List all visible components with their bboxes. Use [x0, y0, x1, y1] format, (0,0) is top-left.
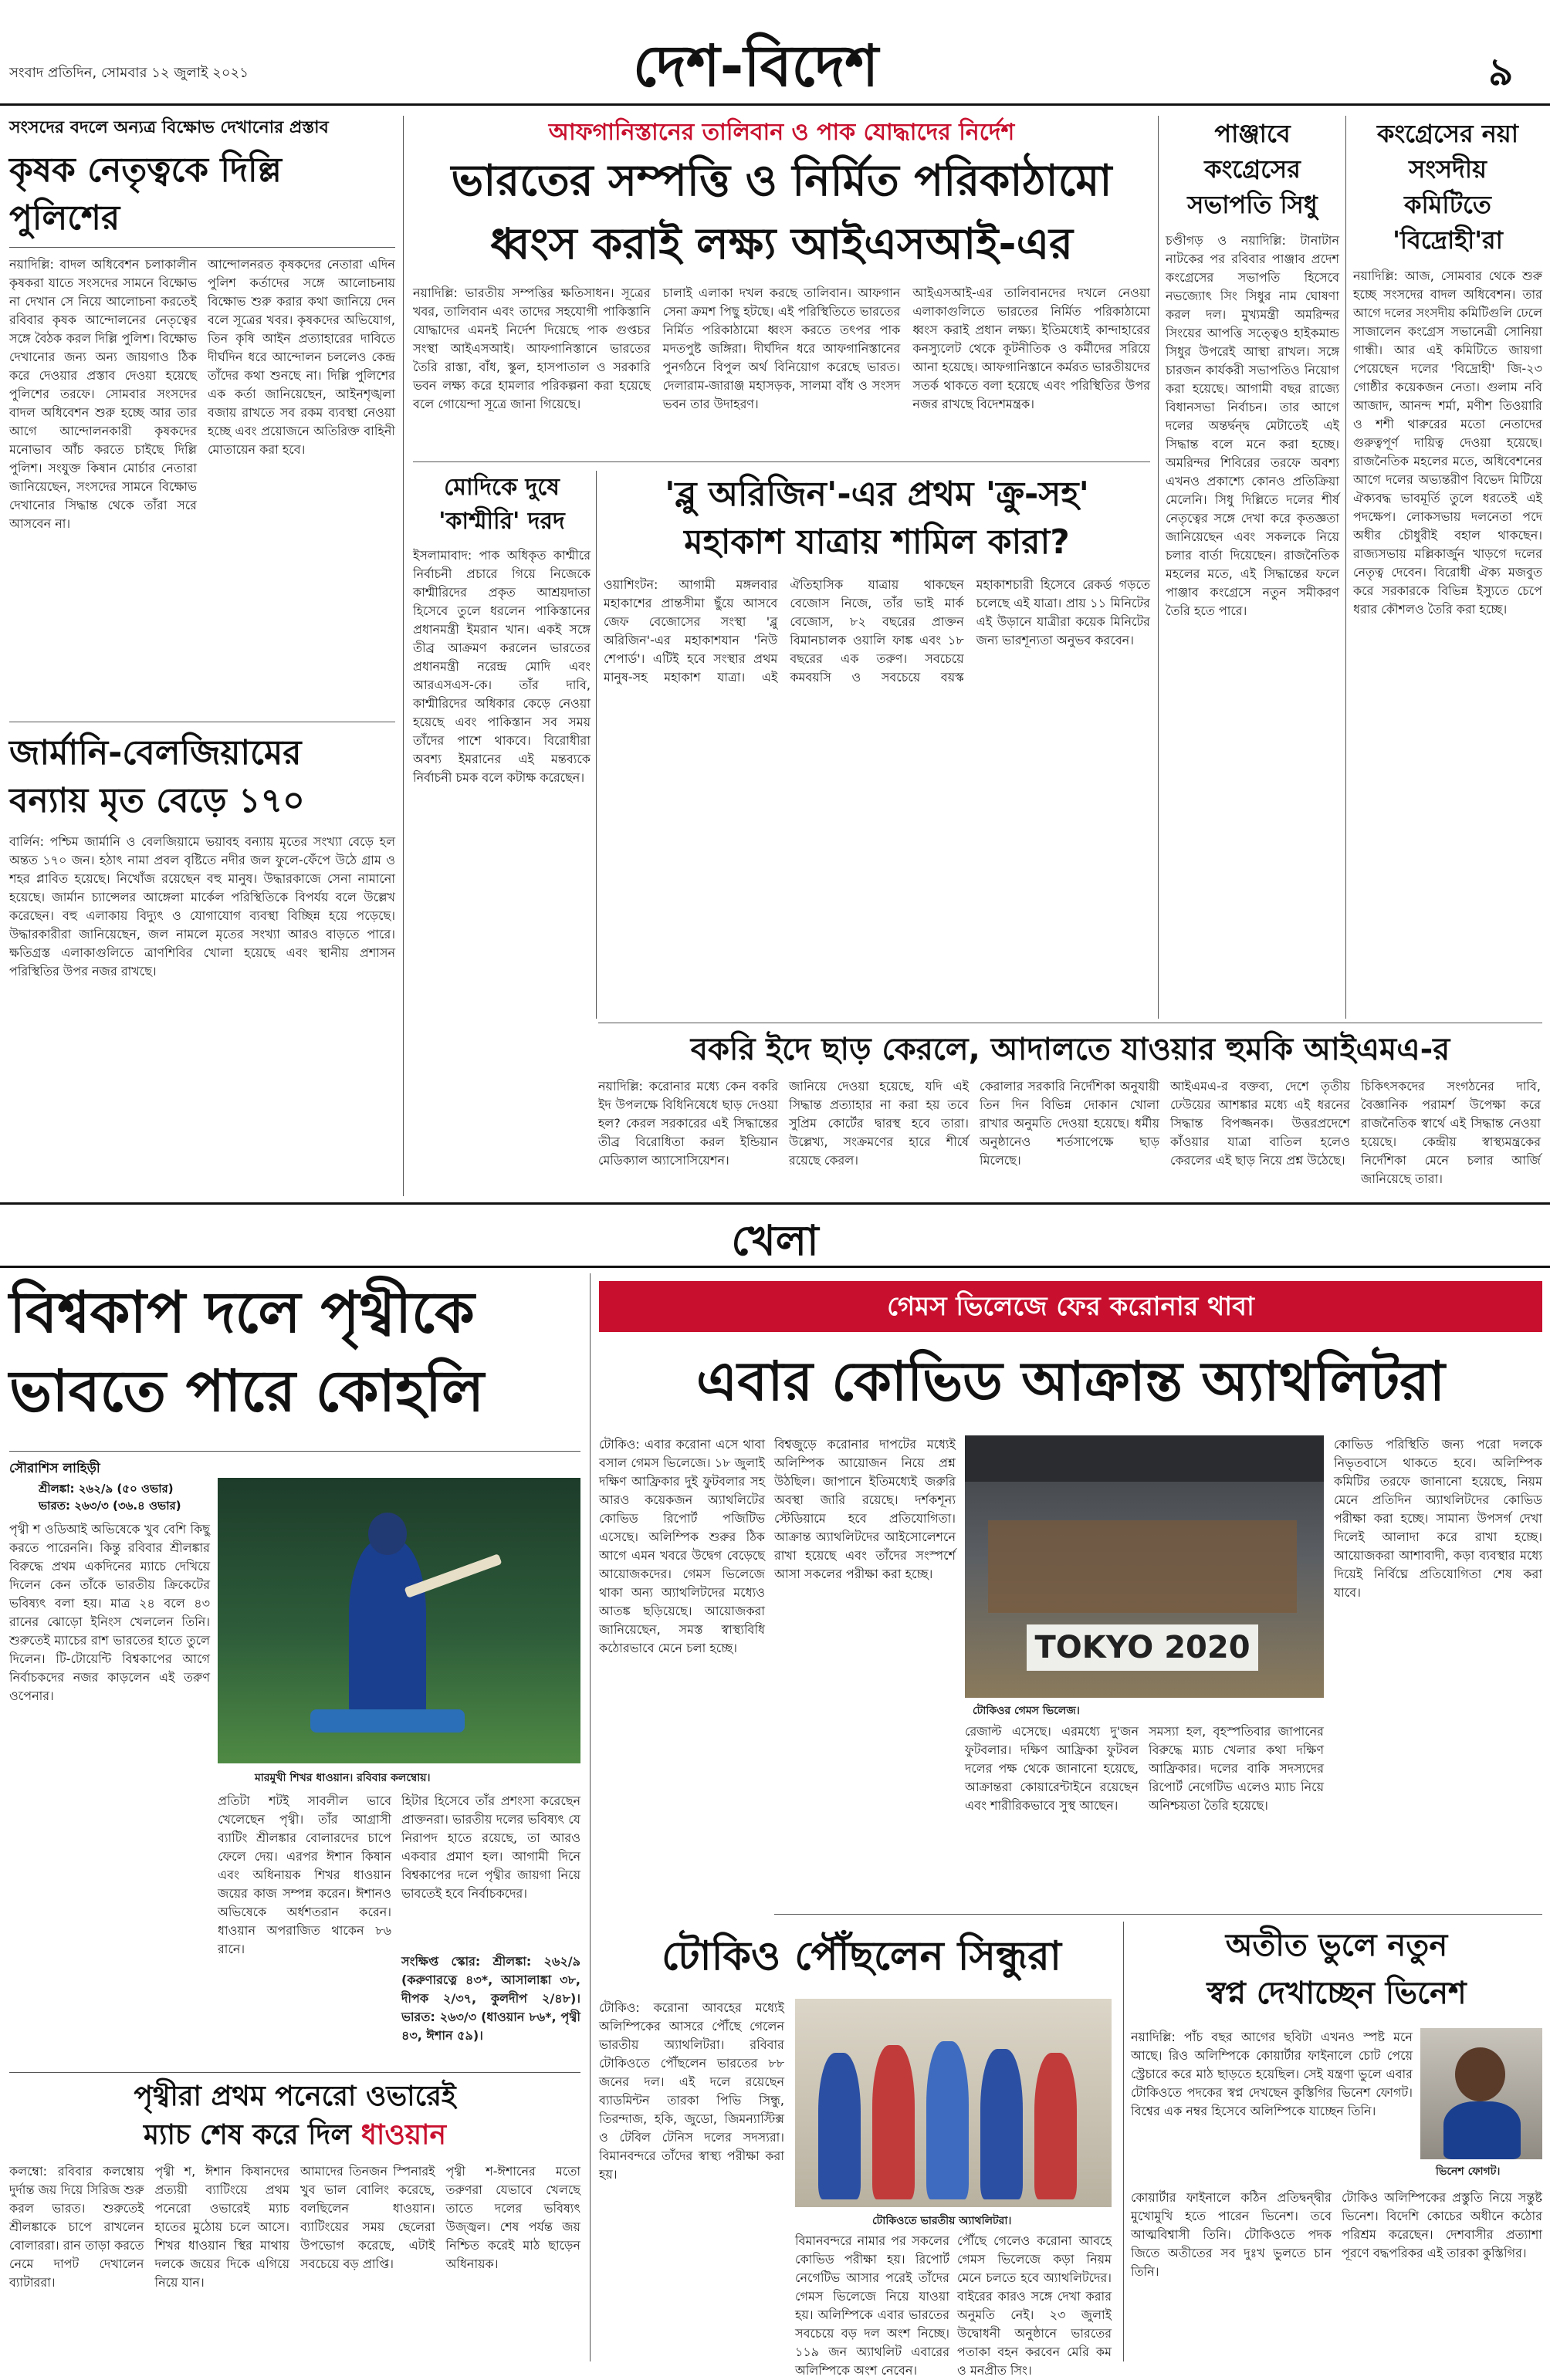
headline-line-2: ধ্বংস করাই লক্ষ্য আইএসআই-এর — [490, 219, 1073, 269]
headline-highlight: ধাওয়ান — [360, 2119, 446, 2151]
sindhu-headline: টোকিও পৌঁছলেন সিন্ধুরা — [662, 1933, 1061, 1979]
body: ওয়াশিংটন: আগামী মঙ্গলবার মহাকাশের প্রান্তসীমা ছুঁয়ে আসবে জেফ বেজোসের সংস্থা 'ব্লু অরিজিন'-এর মহাকাশযান 'নিউ শেপার্ড'। এটিই হবে সংস্থার প্রথম মানুষ-সহ মহাকাশ যাত্রা। এই ঐতিহাসিক যাত্রায় থাকছেন বেজোস নিজে, তাঁর ভাই মার্ক বেজোস, ৮২ বছরের প্রাক্তন বিমানচালক ওয়ালি ফাঙ্ক এবং ১৮ বছরের এক তরুণ। সবচেয়ে কমবয়সি ও সবচেয়ে বয়স্ক মহাকাশচারী হিসেবে রেকর্ড গড়তে চলেছে এই যাত্রা। প্রায় ১১ মিনিটের এই উড়ানে যাত্রীরা কয়েক মিনিটের জন্য ভারশূন্যতা অনুভব করবেন। — [604, 577, 1150, 685]
article-congress-committee — [1353, 116, 1542, 1019]
headline-line-3: কমিটিতে — [1404, 190, 1491, 219]
body-col-1: কলম্বো: রবিবার কলম্বোয় দুর্দান্ত জয় দিয়ে সিরিজ শুরু করল ভারত। শুরুতেই শ্রীলঙ্কাকে চাপে রাখলেন বোলাররা। রান তাড়া করতে নেমে দাপট দেখালেন ব্যাটাররা। — [9, 2164, 144, 2290]
headline-line-1: পাঞ্জাবে — [1214, 119, 1291, 148]
article-dhawan — [9, 2077, 580, 2363]
body-col-2: পৃথ্বী শ, ঈশান কিষানদের প্রত্যয়ী ব্যাটিংয়ে প্রথম পনেরো ওভারেই ম্যাচ হাতের মুঠোয় চলে আসে। শিখর ধাওয়ান স্থির মাথায় দলকে জয়ের দিকে এগিয়ে নিয়ে যান। — [154, 2164, 289, 2290]
body: ইসলামাবাদ: পাক অধিকৃত কাশ্মীরে নির্বাচনী প্রচারে গিয়ে নিজেকে কাশ্মীরিদের প্রকৃত আশ্রয়দাতা হিসেবে তুলে ধরলেন পাকিস্তানের প্রধানমন্ত্রী ইমরান খান। একই সঙ্গে তীব্র আক্রমণ করলেন ভারতের প্রধানমন্ত্রী নরেন্দ্র মোদি এবং আরএসএস-কে। তাঁর দাবি, কাশ্মীরিদের অধিকার কেড়ে নেওয়া হয়েছে এবং পাকিস্তান সব সময় তাঁদের পাশে থাকবে। বিরোধীরা অবশ্য ইমরানের এই মন্তব্যকে নির্বাচনী চমক বলে কটাক্ষ করেছেন। — [413, 548, 591, 785]
score-sri-lanka: শ্রীলঙ্কা: ২৬২/৯ (৫০ ওভার) — [39, 1482, 174, 1496]
vinesh-photo — [1420, 2028, 1542, 2159]
vinesh-body-col-3: টোকিও অলিম্পিকের প্রস্তুতি নিয়ে সন্তুষ্ট ভিনেশ। বিদেশি কোচের অধীনে কঠোর পরিশ্রম করেছেন। দেশবাসীর প্রত্যাশা পূরণে বদ্ধপরিকর এই তারকা কুস্তিগির। — [1342, 2190, 1542, 2260]
article-blue-origin — [604, 471, 1150, 1019]
headline: বকরি ইদে ছাড় কেরলে, আদালতে যাওয়ার হুমকি আইএমএ-র — [690, 1032, 1450, 1067]
covid-body-col-4: সমস্যা হল, বৃহস্পতিবার জাপানের বিরুদ্ধে ম্যাচ খেলার কথা দক্ষিণ আফ্রিকার। দলের বাকি সদস্যদের রিপোর্ট নেগেটিভ এলেও ম্যাচ নিয়ে অনিশ্চয়তা তৈরি হয়েছে। — [1149, 1724, 1324, 1813]
vinesh-headline-line-2: স্বপ্ন দেখাচ্ছেন ভিনেশ — [1206, 1976, 1467, 2011]
body-col-3: আমাদের তিনজন স্পিনারই খুব ভাল বোলিং করেছে, বলছিলেন ধাওয়ান। ব্যাটিংয়ের সময় ছেলেরা উপভোগ করেছে, এটাই সবচেয়ে বড় প্রাপ্তি। — [300, 2164, 435, 2271]
article-ima — [598, 1026, 1542, 1196]
vinesh-body-col-1: নয়াদিল্লি: পাঁচ বছর আগের ছবিটা এখনও স্পষ্ট মনে আছে। রিও অলিম্পিকে কোয়ার্টার ফাইনালে চোট পেয়ে স্ট্রেচারে করে মাঠ ছাড়তে হয়েছিল। সেই যন্ত্রণা ভুলে এবার টোকিওতে পদকের স্বপ্ন দেখছেন কুস্তিগির ভিনেশ ফোগট। বিশ্বের এক নম্বর হিসেবে অলিম্পিকে যাচ্ছেন তিনি। — [1131, 2030, 1413, 2118]
article-kashmiri — [413, 471, 591, 1026]
body-col-1: নয়াদিল্লি: ভারতীয় সম্পত্তির ক্ষতিসাধন। সূত্রের খবর, তালিবান এবং তাদের সহযোগী পাকিস্তানি যোদ্ধাদের এমনই নির্দেশ দিয়েছে পাক গুপ্তচর সংস্থা আইএসআই। আফগানিস্তানে ভারতের তৈরি রাস্তা, বাঁধ, স্কুল, হাসপাতাল ও সরকারি ভবন লক্ষ্য করে হামলার পরিকল্পনা করা হয়েছে বলে গোয়েন্দা সূত্রে জানা গিয়েছে। — [413, 286, 651, 411]
body-col-3: কেরালার সরকারি নির্দেশিকা অনুযায়ী তিন দিন বিভিন্ন দোকান খোলা রাখার অনুমতি দেওয়া হয়েছে। ধর্মীয় অনুষ্ঠানেও শর্তসাপেক্ষে ছাড় মিলেছে। — [980, 1079, 1159, 1168]
body-col-2: জানিয়ে দেওয়া হয়েছে, যদি এই সিদ্ধান্ত প্রত্যাহার না করা হয় তবে সুপ্রিম কোর্টের দ্বারস্থ হবে তারা। উল্লেখ্য, সংক্রমণের হারে শীর্ষে রয়েছে কেরল। — [789, 1079, 969, 1168]
headline-line-2 — [9, 2116, 580, 2155]
masthead — [0, 0, 1550, 116]
kohli-body-col-1: পৃথ্বী শ ওডিআই অভিষেকে খুব বেশি কিছু করতে পারেননি। কিন্তু রবিবার শ্রীলঙ্কার বিরুদ্ধে প্রথম একদিনের ম্যাচে দেখিয়ে দিলেন কেন তাঁকে ভারতীয় ক্রিকেটের ভবিষ্যৎ বলা হয়। মাত্র ২৪ বলে ৪৩ রানের ঝোড়ো ইনিংস খেললেন তিনি। শুরুতেই ম্যাচের রাশ ভারতের হাতে তুলে দিলেন। টি-টোয়েন্টি বিশ্বকাপের আগে নির্বাচকদের নজর কাড়লেন এই তরুণ ওপেনার। — [9, 1522, 210, 1703]
headline-line-1: বিশ্বকাপ দলে পৃথ্বীকে — [9, 1280, 475, 1346]
dhawan-photo — [218, 1478, 580, 1763]
sindhu-body-col-3: পৌঁছে গেলেও করোনা আবহে গেমস ভিলেজে কড়া নিয়ম মেনে চলতে হবে অ্যাথলিটদের। বাইরের কারও সঙ্গে দেখা করার অনুমতি নেই। ২৩ জুলাই উদ্বোধনী অনুষ্ঠানে ভারতের পতাকা বহন করবেন মেরি কম ও মনপ্রীত সিং। — [957, 2233, 1112, 2378]
sindhu-body-col-2: বিমানবন্দরে নামার পর সকলের কোভিড পরীক্ষা হয়। রিপোর্ট নেগেটিভ আসার পরেই তাঁদের গেমস ভিলেজে নিয়ে যাওয়া হয়। অলিম্পিকে এবার ভারতের সবচেয়ে বড় দল অংশ নিচ্ছে। ১১৯ জন অ্যাথলিট এবারের অলিম্পিকে অংশ নেবেন। — [795, 2233, 949, 2378]
vinesh-photo-caption: ভিনেশ ফোগট। — [1436, 2165, 1501, 2178]
body-col-4: আইএমএ-র বক্তব্য, দেশে তৃতীয় ঢেউয়ের আশঙ্কার মধ্যে এই ধরনের সিদ্ধান্ত বিপজ্জনক। উত্তরপ্রদেশে কাঁওয়ার যাত্রা বাতিল হলেও কেরলের এই ছাড় নিয়ে প্রশ্ন উঠেছে। — [1170, 1079, 1350, 1168]
headline-line-2: সংসদীয় — [1409, 154, 1487, 184]
covid-kicker-bar — [599, 1281, 1542, 1332]
dateline: সংবাদ প্রতিদিন, সোমবার ১২ জুলাই ২০২১ — [9, 65, 249, 81]
body-col-4: পৃথ্বী শ-ঈশানের মতো তরুণরা যেভাবে খেলছে তাতে দলের ভবিষ্যৎ উজ্জ্বল। শেষ পর্যন্ত জয় নিশ্চিত করেই মাঠ ছাড়েন অধিনায়ক। — [445, 2164, 580, 2271]
dhawan-photo-caption: মারমুখী শিখর ধাওয়ান। রবিবার কলম্বোয়। — [255, 1772, 431, 1784]
vinesh-body-col-2: কোয়ার্টার ফাইনালে কঠিন প্রতিদ্বন্দ্বীর মুখোমুখি হতে পারেন ভিনেশ। তবে আত্মবিশ্বাসী তিনি। টোকিওতে পদক জিতে অতীতের সব দুঃখ ভুলতে চান তিনি। — [1131, 2190, 1332, 2279]
headline-line-1: কংগ্রেসের নয়া — [1377, 119, 1518, 148]
article-isi — [413, 116, 1150, 455]
vinesh-headline-line-1: অতীত ভুলে নতুন — [1225, 1928, 1448, 1963]
athletes-photo — [795, 1999, 1112, 2207]
body: বার্লিন: পশ্চিম জার্মানি ও বেলজিয়ামে ভয়াবহ বন্যায় মৃতের সংখ্যা বেড়ে হল অন্তত ১৭০ জন। হঠাৎ নামা প্রবল বৃষ্টিতে নদীর জল ফুলে-ফেঁপে উঠে গ্রাম ও শহর প্লাবিত হয়েছে। নিখোঁজ রয়েছেন বহু মানুষ। উদ্ধারকাজে সেনা নামানো হয়েছে। জার্মান চ্যান্সেলর আঙ্গেলা মার্কেল পরিস্থিতিকে বিপর্যয় বলে উল্লেখ করেছেন। বহু এলাকায় বিদ্যুৎ ও যোগাযোগ ব্যবস্থা বিচ্ছিন্ন হয়ে পড়েছে। উদ্ধারকারীরা জানিয়েছেন, জল নামলে মৃতের সংখ্যা আরও বাড়তে পারে। ক্ষতিগ্রস্ত এলাকাগুলিতে ত্রাণশিবির খোলা হয়েছে এবং স্থানীয় প্রশাসন পরিস্থিতির উপর নজর রাখছে। — [9, 834, 395, 979]
headline: কৃষক নেতৃত্বকে দিল্লি পুলিশের — [9, 150, 282, 238]
headline-line-1: 'ব্লু অরিজিন'-এর প্রথম 'ক্রু-সহ' — [665, 475, 1089, 514]
body: নয়াদিল্লি: আজ, সোমবার থেকে শুরু হচ্ছে সংসদের বাদল অধিবেশন। তার আগে দলের সংসদীয় কমিটিগুলি ঢেলে সাজালেন কংগ্রেস সভানেত্রী সোনিয়া গান্ধী। আর এই কমিটিতে জায়গা পেয়েছেন দলের 'বিদ্রোহী' জি-২৩ গোষ্ঠীর কয়েকজন নেতা। গুলাম নবি আজাদ, আনন্দ শর্মা, মণীশ তিওয়ারি ও শশী থারুরের মতো নেতাদের গুরুত্বপূর্ণ দায়িত্ব দেওয়া হয়েছে। রাজনৈতিক মহলের মতে, অধিবেশনের আগে দলের অভ্যন্তরীণ বিভেদ মিটিয়ে ঐক্যবদ্ধ ভাবমূর্তি তুলে ধরতেই এই পদক্ষেপ। লোকসভায় দলনেতা পদে অধীর চৌধুরীই বহাল থাকছেন। রাজ্যসভায় মল্লিকার্জুন খাড়গে দলের নেতৃত্ব দেবেন। বিরোধী ঐক্য মজবুত করে সরকারকে বিভিন্ন ইস্যুতে চেপে ধরার কৌশলও তৈরি করা হচ্ছে। — [1353, 269, 1542, 617]
athletes-photo-caption: টোকিওতে ভারতীয় অ্যাথলিটরা। — [872, 2215, 1012, 2227]
kohli-body-col-3: হিটার হিসেবে তাঁর প্রশংসা করেছেন প্রাক্তনরা। ভারতীয় দলের ভবিষ্যৎ যে নিরাপদ হাতে রয়েছে, তা আরও একবার প্রমাণ হল। আগামী দিনে বিশ্বকাপের দলে পৃথ্বীর জায়গা নিয়ে ভাবতেই হবে নির্বাচকদের। — [401, 1793, 580, 1901]
kicker: আফগানিস্তানের তালিবান ও পাক যোদ্ধাদের নির্দেশ — [548, 119, 1015, 146]
covid-body-col-1: টোকিও: এবার করোনা এসে থাবা বসাল গেমস ভিলেজে। ১৮ জুলাই দক্ষিণ আফ্রিকার দুই ফুটবলার সহ আরও কয়েকজন অ্যাথলিটের কোভিড রিপোর্ট পজিটিভ এসেছে। অলিম্পিক শুরুর ঠিক আগে এমন খবরে উদ্বেগ বেড়েছে আয়োজকদের। গেমস ভিলেজে থাকা অন্য অ্যাথলিটদের মধ্যেও আতঙ্ক ছড়িয়েছে। আয়োজকরা জানিয়েছেন, সমস্ত স্বাস্থ্যবিধি কঠোরভাবে মেনে চলা হচ্ছে। — [599, 1437, 765, 1655]
score-india: ভারত: ২৬৩/৩ (৩৬.৪ ওভার) — [39, 1499, 181, 1513]
article-farmer-protest — [9, 116, 395, 714]
body-col-2: চালাই এলাকা দখল করছে তালিবান। আফগান সেনা ক্রমশ পিছু হটছে। এই পরিস্থিতিতে ভারতের নির্মিত পরিকাঠামো ধ্বংস করতে তৎপর পাক মদতপুষ্ট জঙ্গিরা। দীর্ঘদিন ধরে আফগানিস্তানের পুনর্গঠনে বিপুল অর্থ বিনিয়োগ করেছে ভারত। দেলারাম-জারাঞ্জ মহাসড়ক, সালমা বাঁধ ও সংসদ ভবন তার উদাহরণ। — [662, 286, 901, 411]
headline-line-2: ভাবতে পারে কোহলি — [9, 1358, 485, 1425]
kohli-body-col-2: প্রতিটা শটই সাবলীল ভাবে খেলেছেন পৃথ্বী। তাঁর আগ্রাসী ব্যাটিং শ্রীলঙ্কার বোলারদের চাপে ফেলে দেয়। এরপর ঈশান কিষান এবং অধিনায়ক শিখর ধাওয়ান জয়ের কাজ সম্পন্ন করেন। ঈশানও অভিষেকে অর্ধশতরান করেন। ধাওয়ান অপরাজিত থাকেন ৮৬ রানে। — [218, 1793, 391, 1956]
headline-line-2: মহাকাশ যাত্রায় শামিল কারা? — [684, 522, 1070, 562]
headline-text: ম্যাচ শেষ করে দিল — [144, 2119, 361, 2151]
covid-body-col-5: কোভিড পরিস্থিতি জন্য পরো দলকে নিভৃতবাসে থাকতে হবে। অলিম্পিক কমিটির তরফে জানানো হয়েছে, নিয়ম মেনে প্রতিদিন অ্যাথলিটদের কোভিড পরীক্ষা করা হচ্ছে। সামান্য উপসর্গ দেখা দিলেই আলাদা করে রাখা হচ্ছে। আয়োজকরা আশাবাদী, কড়া ব্যবস্থার মধ্যে দিয়েই নির্বিঘ্নে প্রতিযোগিতা শেষ করা যাবে। — [1334, 1437, 1542, 1600]
headline-line-2: কংগ্রেসের — [1204, 154, 1301, 184]
body-col-3: আইএসআই-এর তালিবানদের দখলে নেওয়া এলাকাগুলিতে ভারতের নির্মিত পরিকাঠামো ধ্বংস করাই প্রধান লক্ষ্য। ইতিমধ্যেই কান্দাহারের কনস্যুলেট থেকে কূটনীতিক ও কর্মীদের সরিয়ে আনা হয়েছে। আফগানিস্তানে কর্মরত ভারতীয়দের সতর্ক থাকতে বলা হয়েছে এবং পরিস্থিতির উপর নজর রাখছে বিদেশমন্ত্রক। — [912, 286, 1151, 411]
section-title: দেশ-বিদেশ — [633, 33, 879, 100]
tokyo-village-photo — [965, 1435, 1324, 1698]
headline-line-2: বন্যায় মৃত বেড়ে ১৭০ — [9, 781, 305, 820]
tokyo-2020-banner: TOKYO 2020 — [1027, 1624, 1258, 1671]
headline-line-1: পৃথ্বীরা প্রথম পনেরো ওভারেই — [134, 2081, 456, 2112]
headline-line-2: 'কাশ্মীরি' দরদ — [438, 508, 565, 535]
sindhu-body-col-1: টোকিও: করোনা আবহের মধ্যেই অলিম্পিকের আসরে পৌঁছে গেলেন ভারতীয় অ্যাথলিটরা। রবিবার টোকিওতে পৌঁছলেন ভারতের ৮৮ জনের দল। এই দলে রয়েছেন ব্যাডমিন্টন তারকা পিভি সিন্ধু, তিরন্দাজ, হকি, জুডো, জিমন্যাস্টিক্স ও টেবিল টেনিস দলের সদস্যরা। বিমানবন্দরে তাঁদের স্বাস্থ্য পরীক্ষা করা হয়। — [599, 2000, 784, 2182]
headline-line-4: 'বিদ্রোহী'রা — [1393, 225, 1503, 255]
sports-section-title: খেলা — [731, 1216, 819, 1265]
kicker: সংসদের বদলে অন্যত্র বিক্ষোভ দেখানোর প্রস্তাব — [9, 118, 329, 137]
body-col-5: চিকিৎসকদের সংগঠনের দাবি, বৈজ্ঞানিক পরামর্শ উপেক্ষা করে রাজনৈতিক স্বার্থে এই সিদ্ধান্ত নেওয়া হয়েছে। কেন্দ্রীয় স্বাস্থ্যমন্ত্রকের নির্দেশিকা মেনে চলার আর্জি জানিয়েছে তারা। — [1361, 1079, 1541, 1186]
headline-line-1: জার্মানি-বেলজিয়ামের — [9, 733, 302, 772]
kohli-scorecard: সংক্ষিপ্ত স্কোর: শ্রীলঙ্কা: ২৬২/৯ (করুণারত্নে ৪৩*, আসালাঙ্কা ৩৮, দীপক ২/৩৭, কুলদীপ ২/৪৮)। ভারত: ২৬৩/৩ (ধাওয়ান ৮৬*, পৃথ্বী ৪৩, ঈশান ৫৯)। — [401, 1954, 580, 2043]
tokyo-photo-caption: টোকিওর গেমস ভিলেজ। — [973, 1705, 1080, 1717]
headline-line-1: মোদিকে দুষে — [444, 474, 560, 501]
covid-body-col-2: বিশ্বজুড়ে করোনার দাপটের মধ্যেই অলিম্পিক আয়োজন নিয়ে প্রশ্ন উঠছিল। জাপানে ইতিমধ্যেই জরুরি অবস্থা জারি রয়েছে। দর্শকশূন্য স্টেডিয়ামে হবে প্রতিযোগিতা। আক্রান্ত অ্যাথলিটদের আইসোলেশনে রাখা হয়েছে এবং তাঁদের সংস্পর্শে আসা সকলের পরীক্ষা করা হচ্ছে। — [774, 1437, 956, 1581]
covid-body-col-3: রেজাল্ট এসেছে। এরমধ্যে দু'জন ফুটবলার। দক্ষিণ আফ্রিকা ফুটবল দলের পক্ষ থেকে জানানো হয়েছে, আক্রান্তরা কোয়ারেন্টাইনে রয়েছেন এবং শারীরিকভাবে সুস্থ আছেন। — [965, 1724, 1139, 1813]
headline-line-3: সভাপতি সিধু — [1187, 190, 1318, 219]
body: চণ্ডীগড় ও নয়াদিল্লি: টানাটান নাটকের পর রবিবার পাঞ্জাব প্রদেশ কংগ্রেসের সভাপতি হিসেবে নভজ্যোৎ সিং সিধুর নাম ঘোষণা করল দল। মুখ্যমন্ত্রী অমরিন্দর সিংয়ের আপত্তি সত্ত্বেও হাইকমান্ড সিধুর উপরেই আস্থা রাখল। সঙ্গে চারজন কার্যকরী সভাপতিও নিয়োগ করা হয়েছে। আগামী বছর রাজ্যে বিধানসভা নির্বাচন। তার আগে দলের অন্তর্দ্বন্দ্ব মেটাতেই এই সিদ্ধান্ত বলে মনে করা হচ্ছে। অমরিন্দর শিবিরের তরফে অবশ্য এখনও প্রকাশ্যে কোনও প্রতিক্রিয়া মেলেনি। সিধু দিল্লিতে দলের শীর্ষ নেতৃত্বের সঙ্গে দেখা করে কৃতজ্ঞতা জানিয়েছেন এবং সকলকে নিয়ে চলার বার্তা দিয়েছেন। রাজনৈতিক মহলের মতে, এই সিদ্ধান্তের ফলে পাঞ্জাব কংগ্রেসে নতুন সমীকরণ তৈরি হতে পারে। — [1166, 233, 1339, 618]
article-punjab — [1166, 116, 1339, 1019]
masthead-rule — [0, 103, 1550, 106]
covid-headline: এবার কোভিড আক্রান্ত অ্যাথলিটরা — [696, 1350, 1445, 1413]
kicker: গেমস ভিলেজে ফের করোনার থাবা — [887, 1291, 1254, 1322]
article-floods — [9, 729, 395, 1192]
headline-line-1: ভারতের সম্পত্তি ও নির্মিত পরিকাঠামো — [451, 156, 1112, 206]
body-col-1: নয়াদিল্লি: বাদল অধিবেশন চলাকালীন কৃষকরা যাতে সংসদের সামনে বিক্ষোভ না দেখান সে নিয়ে আলোচনা করতেই রবিবার কৃষক আন্দোলনের নেতৃত্বের সঙ্গে বৈঠক করল দিল্লি পুলিশ। বিক্ষোভ দেখানোর জন্য অন্য জায়গাও ঠিক করে দেওয়ার প্রস্তাব দেওয়া হয়েছে পুলিশের তরফে। সোমবার সংসদের বাদল অধিবেশন শুরু হচ্ছে আর তার আগে আন্দোলনকারী কৃষকদের মনোভাব আঁচ করতে চাইছে দিল্লি পুলিশ। সংযুক্ত কিষান মোর্চার নেতারা জানিয়েছেন, সংসদের সামনে বিক্ষোভ দেখানোর সিদ্ধান্ত থেকে তাঁরা সরে আসবেন না। — [9, 257, 197, 531]
page-number: ৯ — [1488, 49, 1514, 94]
body-col-2: আন্দোলনরত কৃষকদের নেতারা এদিন পুলিশ কর্তাদের সঙ্গে আলোচনায় বিক্ষোভ শুরু করার কথা জানিয়ে দেন বলে সূত্রের খবর। কৃষকদের অভিযোগ, তিন কৃষি আইন প্রত্যাহারের দাবিতে দীর্ঘদিন ধরে আন্দোলন চললেও কেন্দ্র তাঁদের কথা শুনছে না। দিল্লি পুলিশের এক কর্তা জানিয়েছেন, আইনশৃঙ্খলা বজায় রাখতে সব রকম ব্যবস্থা নেওয়া হচ্ছে এবং প্রয়োজনে অতিরিক্ত বাহিনী মোতায়েন করা হবে। — [208, 257, 395, 457]
body-col-1: নয়াদিল্লি: করোনার মধ্যে কেন বকরি ইদ উপলক্ষে বিধিনিষেধে ছাড় দেওয়া হল? কেরল সরকারের এই সিদ্ধান্তের তীব্র বিরোধিতা করল ইন্ডিয়ান মেডিক্যাল অ্যাসোসিয়েশন। — [598, 1079, 778, 1168]
byline: সৌরাশিস লাহিড়ী — [9, 1461, 100, 1476]
